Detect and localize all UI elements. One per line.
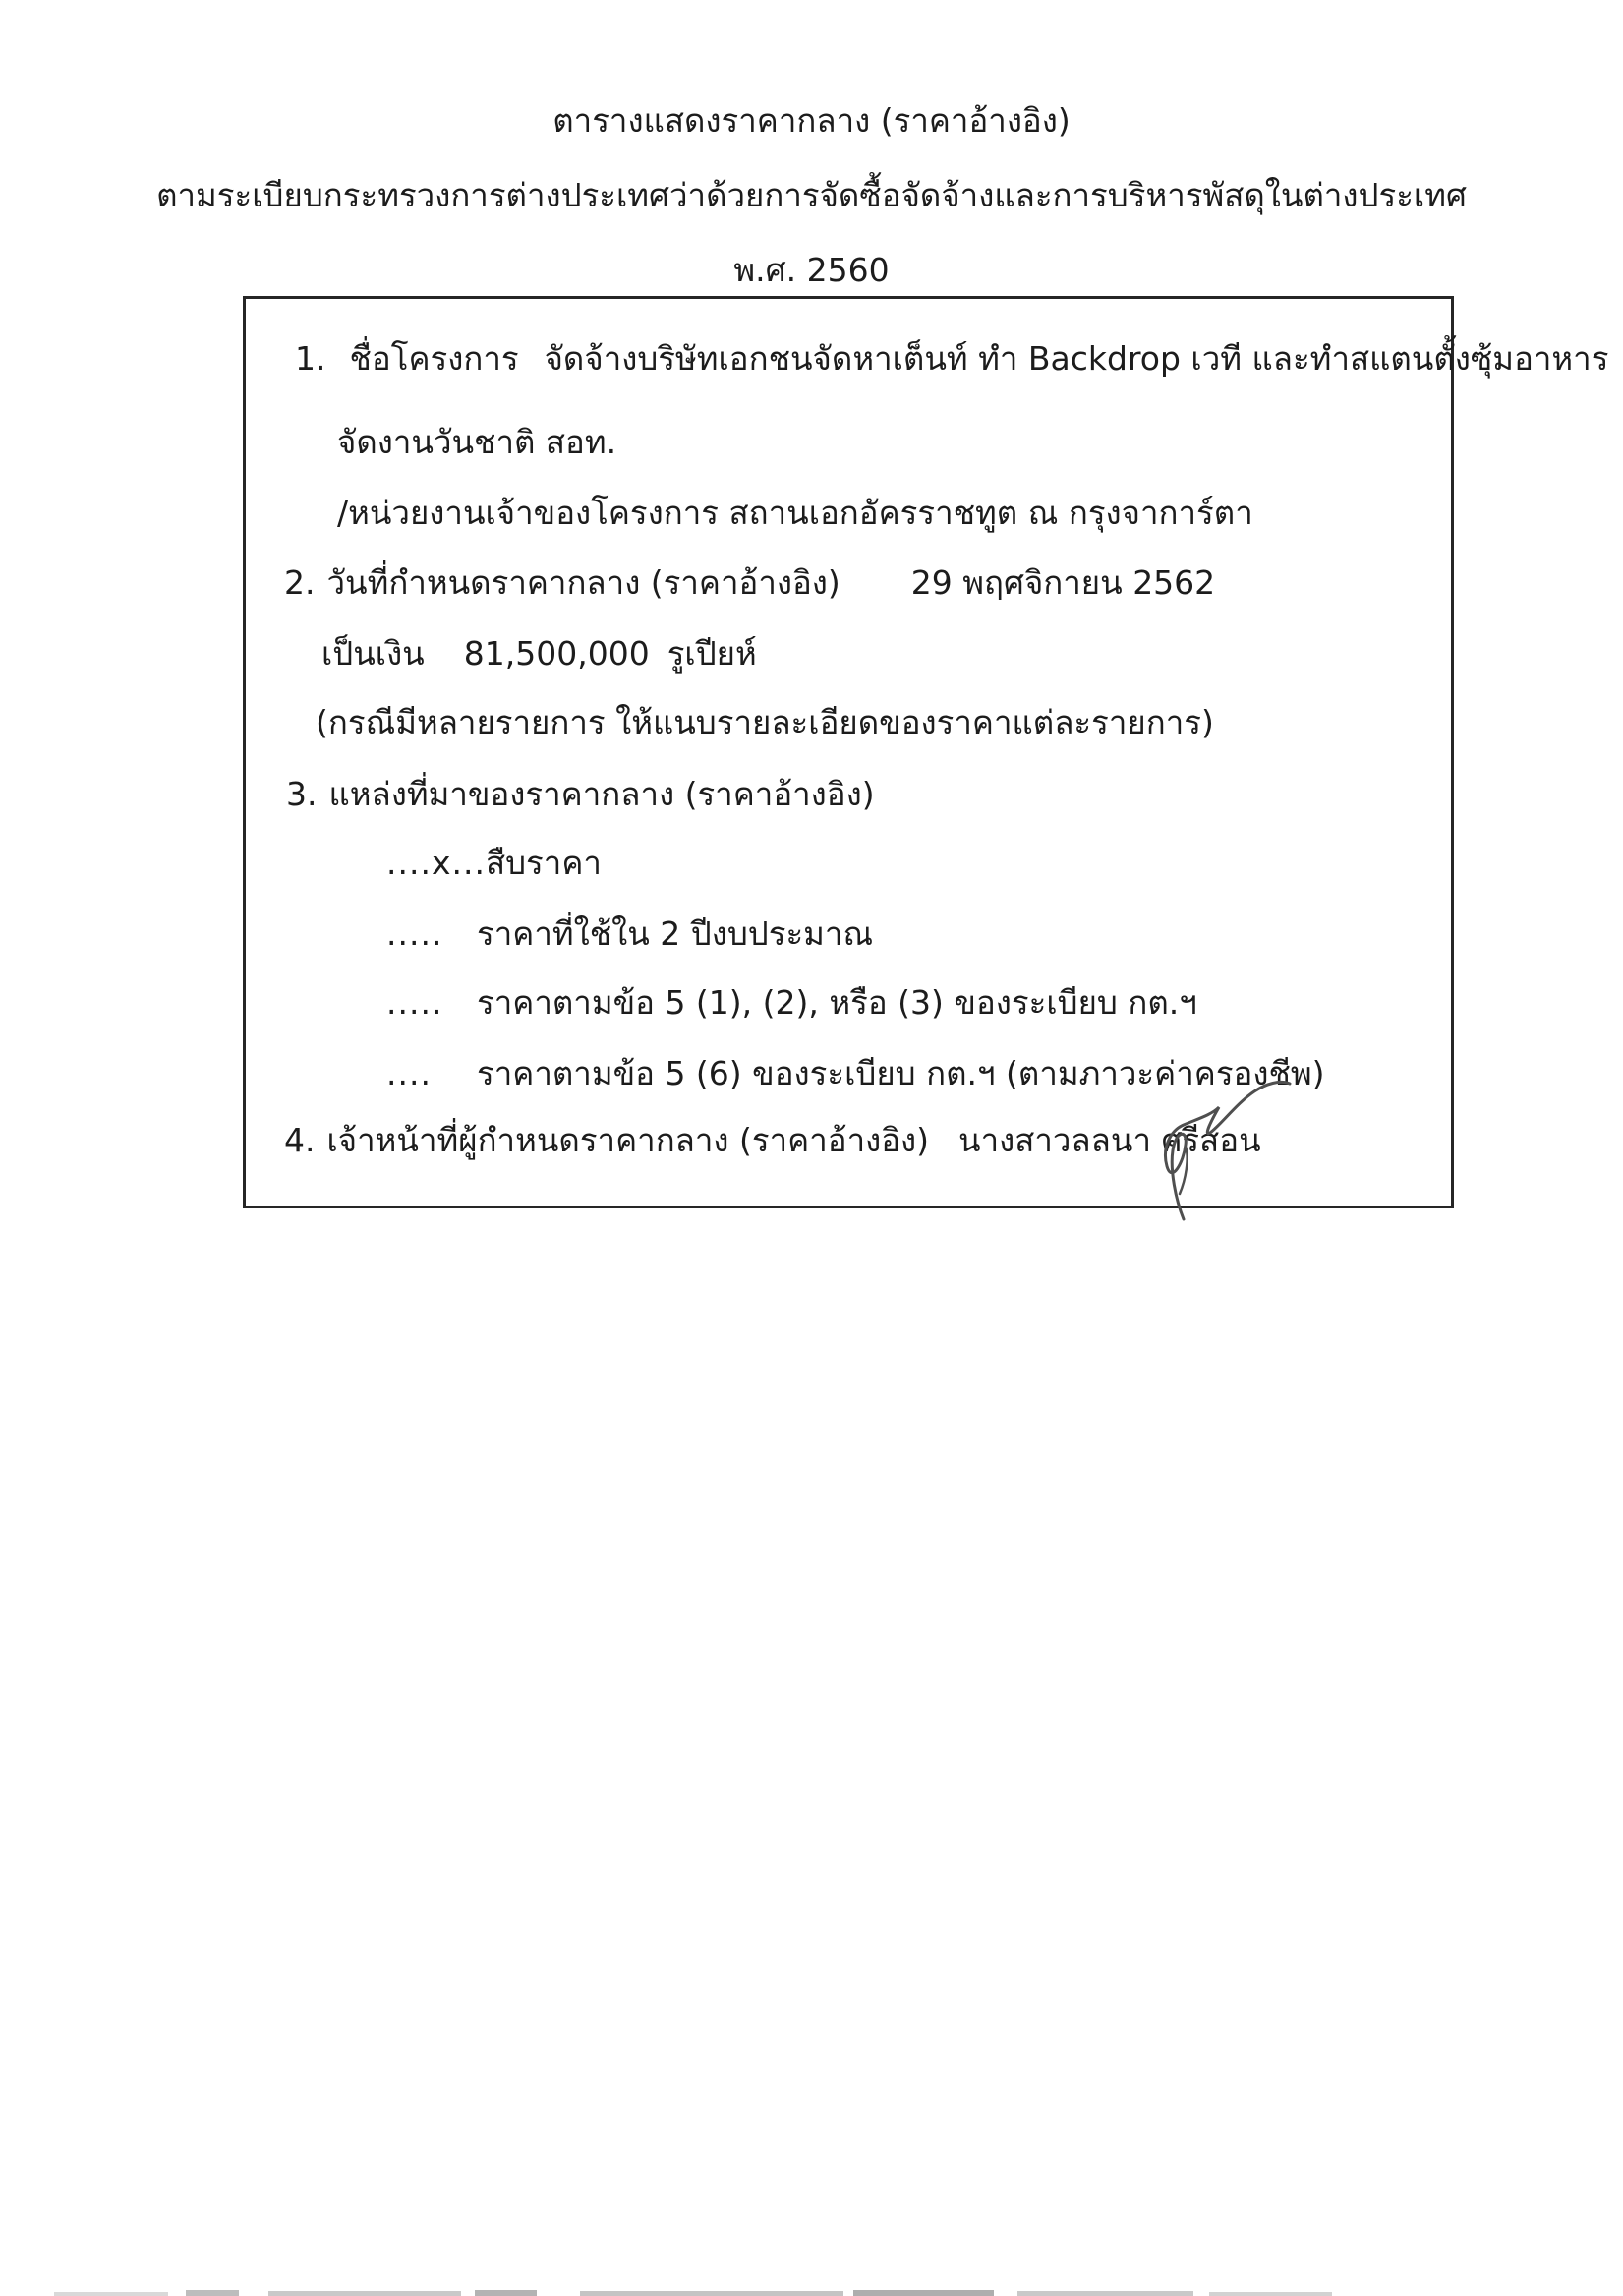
item2-number: 2. — [284, 563, 316, 602]
item4-officer-line — [284, 1119, 1261, 1162]
item3-number: 3. — [286, 775, 318, 813]
item3-label: แหล่งที่มาของราคากลาง (ราคาอ้างอิง) — [328, 775, 875, 813]
item2-date-value: 29 พฤศจิกายน 2562 — [910, 563, 1216, 602]
option-mark: ..... — [386, 914, 443, 953]
item3-source-line — [286, 773, 875, 816]
option-mark: .... — [386, 1054, 432, 1092]
scan-artifact — [54, 2287, 1332, 2296]
item1-number: 1. — [295, 339, 326, 378]
item2-amount-value: 81,500,000 — [463, 634, 650, 673]
option-label: สืบราคา — [485, 844, 602, 882]
option-label: ราคาตามข้อ 5 (6) ของระเบียบ กต.ฯ (ตามภาวะค่าครองชีพ) — [477, 1054, 1325, 1092]
document-subtitle: ตามระเบียบกระทรวงการต่างประเทศว่าด้วยการจัดซื้อจัดจ้างและการบริหารพัสดุในต่างประเทศ — [156, 176, 1467, 214]
document-title: ตารางแสดงราคากลาง (ราคาอ้างอิง) — [552, 101, 1071, 140]
signature-mark — [1140, 1064, 1307, 1221]
item2-amount-line — [321, 632, 757, 676]
item1-value-line1: จัดจ้างบริษัทเอกชนจัดหาเต็นท์ ทำ Backdrop เวที และทำสแตนตั้งซุ้มอาหาร — [544, 339, 1609, 378]
option-label: ราคาที่ใช้ใน 2 ปีงบประมาณ — [477, 914, 874, 953]
item2-date-line — [284, 561, 1215, 605]
item1-agency-line: /หน่วยงานเจ้าของโครงการ สถานเอกอัครราชทูต ณ กรุงจาการ์ตา — [337, 494, 1253, 532]
item4-label: เจ้าหน้าที่ผู้กำหนดราคากลาง (ราคาอ้างอิง) — [326, 1121, 930, 1159]
document-year: พ.ศ. 2560 — [733, 251, 890, 289]
item3-option-row — [386, 913, 873, 956]
option-mark: ..... — [386, 983, 443, 1022]
item1-project-name-line — [295, 337, 1608, 381]
item3-option-row — [386, 842, 602, 885]
item4-officer-name: นางสาวลลนา ศรีสอน — [958, 1121, 1261, 1159]
item2-amount-label: เป็นเงิน — [321, 634, 425, 673]
item1-label: ชื่อโครงการ — [349, 339, 519, 378]
item4-number: 4. — [284, 1121, 316, 1159]
item1-value-line2: จัดงานวันชาติ สอท. — [337, 423, 617, 461]
option-mark: ....x... — [386, 844, 486, 882]
item2-currency: รูเปียห์ — [667, 634, 757, 673]
option-label: ราคาตามข้อ 5 (1), (2), หรือ (3) ของระเบียบ กต.ฯ — [477, 983, 1197, 1022]
item2-label: วันที่กำหนดราคากลาง (ราคาอ้างอิง) — [326, 563, 840, 602]
item3-option-row — [386, 981, 1197, 1025]
item2-note-line: (กรณีมีหลายรายการ ให้แนบรายละเอียดของราคาแต่ละรายการ) — [316, 703, 1214, 741]
